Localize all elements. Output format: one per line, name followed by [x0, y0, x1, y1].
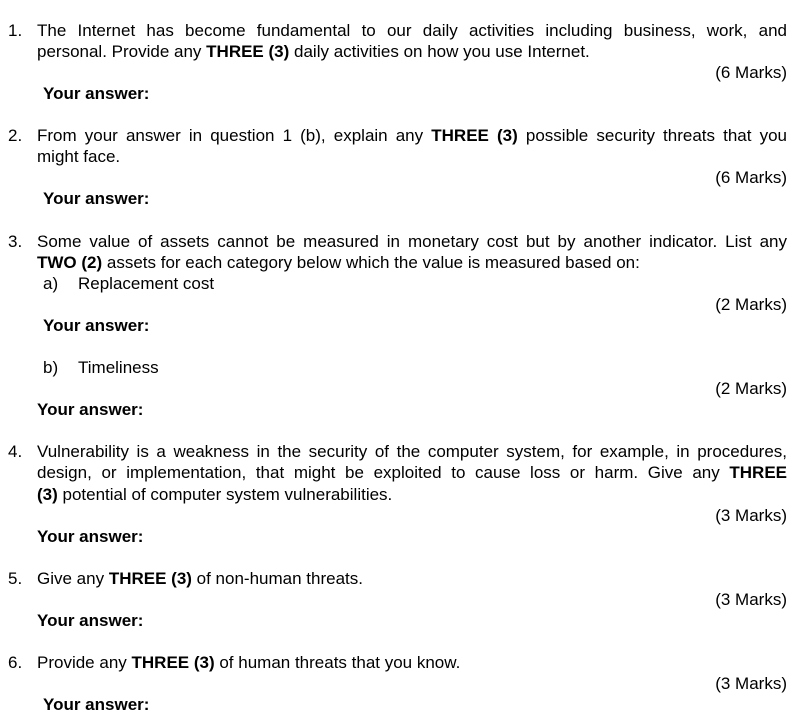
q2-marks: (6 Marks): [715, 168, 787, 187]
q3-line2: TWO (2) assets for each category below which the value is measured based on:: [37, 253, 640, 272]
q3-number: 3.: [8, 232, 23, 251]
q1-number: 1.: [8, 21, 23, 40]
q3a-label: a): [43, 274, 59, 293]
q5-line1: Give any THREE (3) of non-human threats.: [37, 569, 363, 588]
q5-marks: (3 Marks): [715, 590, 787, 609]
q6-answer-label: Your answer:: [43, 695, 150, 714]
q6-marks: (3 Marks): [715, 674, 787, 693]
q2-number: 2.: [8, 126, 23, 145]
q3b-answer-label: Your answer:: [37, 400, 144, 419]
q4-line1: Vulnerability is a weakness in the security of the computer system, for example, in procedures,: [37, 442, 787, 461]
q4-number: 4.: [8, 442, 23, 461]
q2-line1: From your answer in question 1 (b), explain any THREE (3) possible security threats that you: [37, 126, 788, 145]
q2-answer-label: Your answer:: [43, 189, 150, 208]
q5-number: 5.: [8, 569, 23, 588]
q4-answer-label: Your answer:: [37, 527, 144, 546]
q4-line3: (3) potential of computer system vulnerabilities.: [37, 485, 393, 504]
q3b-label: b): [43, 358, 59, 377]
q3-line1: Some value of assets cannot be measured in monetary cost but by another indicator. List any: [37, 232, 787, 251]
q3b-marks: (2 Marks): [715, 379, 787, 398]
q1-answer-label: Your answer:: [43, 84, 150, 103]
q3a-answer-label: Your answer:: [43, 316, 150, 335]
q3a-text: Replacement cost: [78, 274, 215, 293]
q1-line1: The Internet has become fundamental to our daily activities including business, work, and: [37, 21, 787, 40]
q3b-text: Timeliness: [78, 358, 159, 377]
q1-marks: (6 Marks): [715, 63, 787, 82]
q4-marks: (3 Marks): [715, 506, 787, 525]
q6-line1: Provide any THREE (3) of human threats that you know.: [37, 653, 461, 672]
q3a-marks: (2 Marks): [715, 295, 787, 314]
q4-line2: design, or implementation, that might be exploited to cause loss or harm. Give any THREE: [37, 463, 787, 482]
q5-answer-label: Your answer:: [37, 611, 144, 630]
q6-number: 6.: [8, 653, 23, 672]
q1-line2: personal. Provide any THREE (3) daily activities on how you use Internet.: [37, 42, 590, 61]
q2-line2: might face.: [37, 147, 121, 166]
